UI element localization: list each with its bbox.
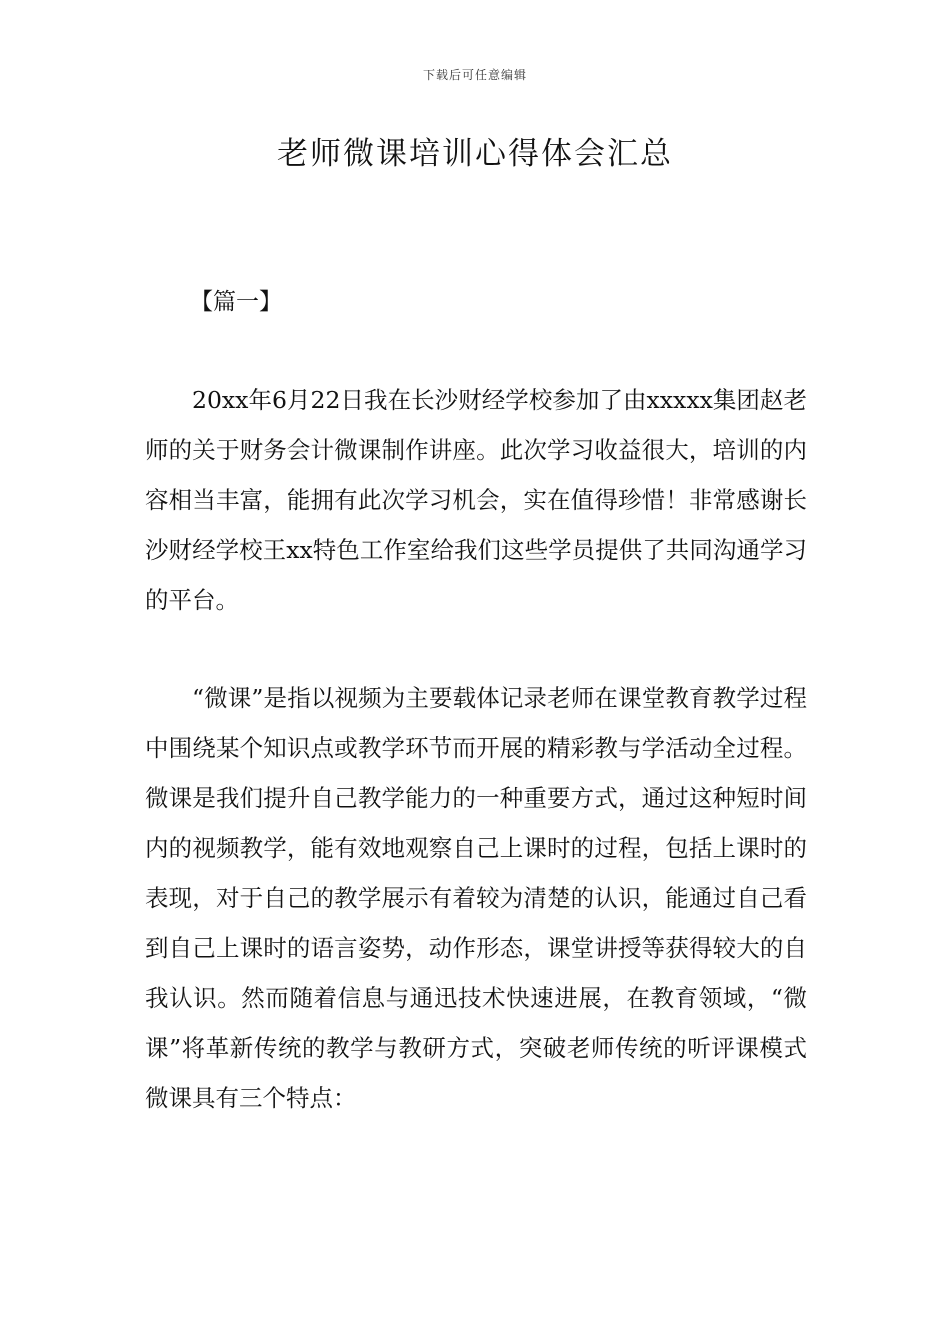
- document-title: 老师微课培训心得体会汇总: [277, 136, 673, 172]
- body-paragraph-1: 20xx年6月22日我在长沙财经学校参加了由xxxxx集团赵老师的关于财务会计微课制作讲座。此次学习收益很大，培训的内容相当丰富，能拥有此次学习机会，实在值得珍惜！非常感谢长沙财经学校王xx特色工作室给我们这些学员提供了共同沟通学习的平台。: [145, 386, 807, 614]
- body-paragraph-2: “微课”是指以视频为主要载体记录老师在课堂教育教学过程中围绕某个知识点或教学环节而开展的精彩教与学活动全过程。微课是我们提升自己教学能力的一种重要方式，通过这种短时间内的视频教学，能有效地观察自己上课时的过程，包括上课时的表现，对于自己的教学展示有着较为清楚的认识，能通过自己看到自己上课时的语言姿势，动作形态，课堂讲授等获得较大的自我认识。然而随着信息与通迅技术快速进展，在教育领域，“微课”将革新传统的教学与教研方式，突破老师传统的听评课模式微课具有三个特点：: [145, 684, 807, 1112]
- section-label: 【篇一】: [190, 289, 282, 315]
- header-note: 下载后可任意编辑: [422, 68, 527, 82]
